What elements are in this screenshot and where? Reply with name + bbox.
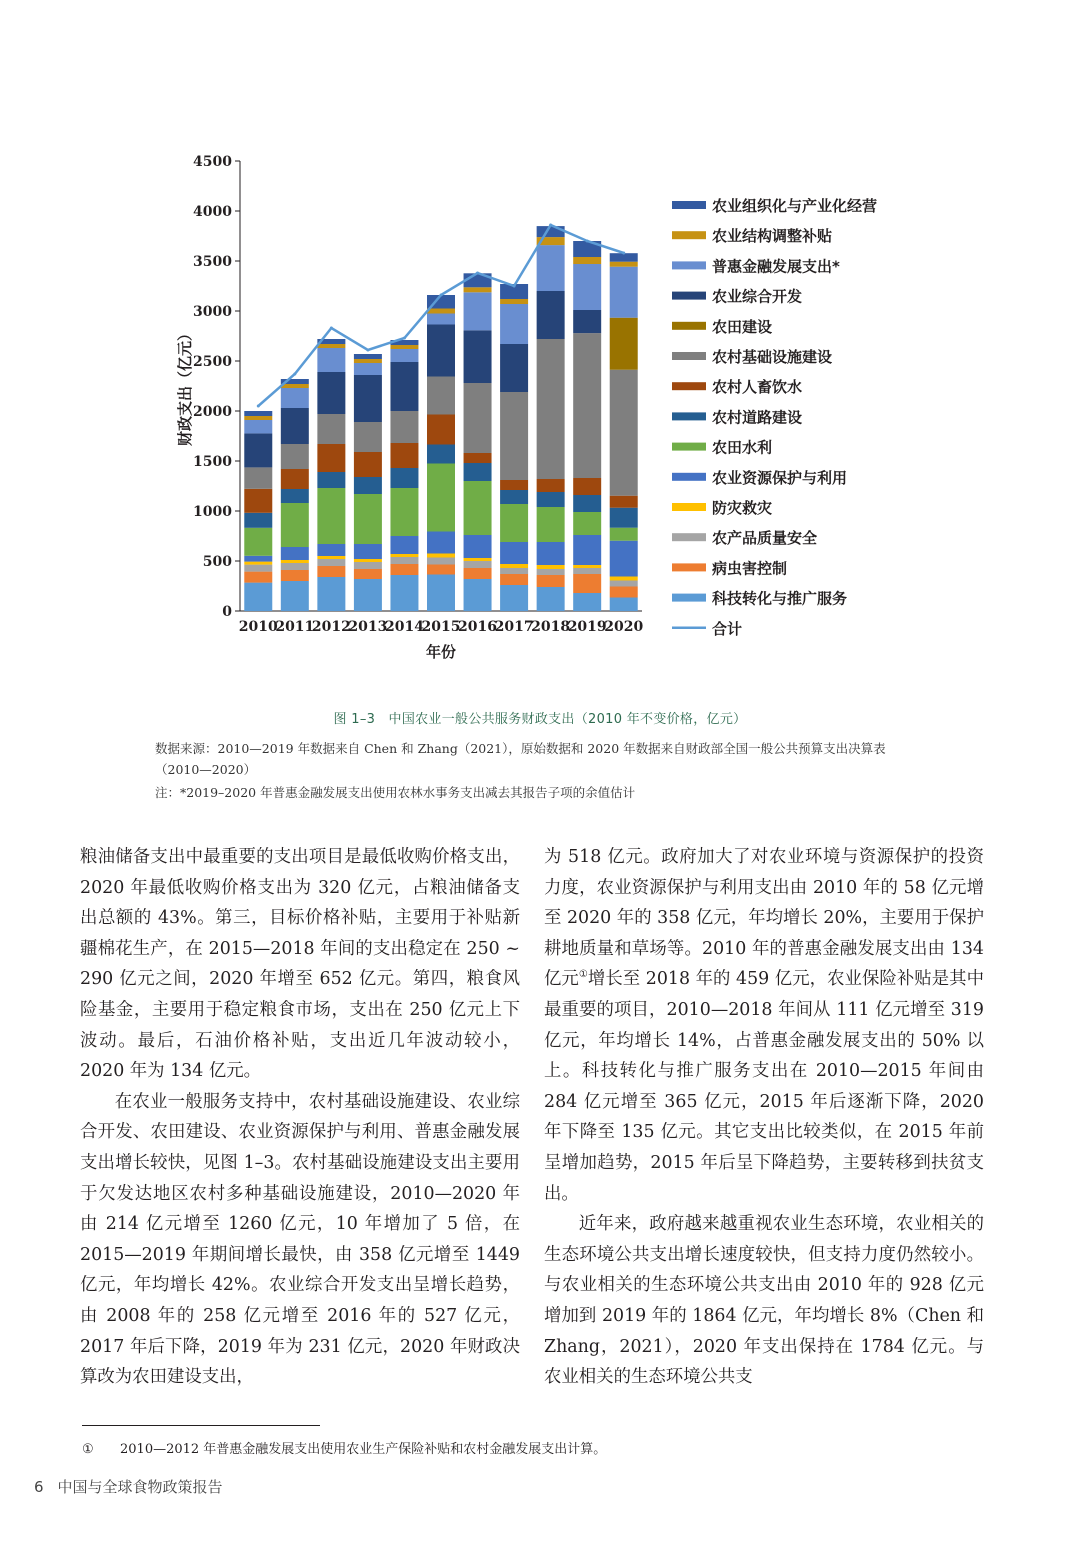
- bar-2014-series-1: [390, 564, 418, 575]
- bar-2014-series-4: [390, 536, 418, 554]
- bar-2014-series-8: [390, 411, 418, 443]
- y-axis-label: 财政支出（亿元）: [176, 325, 194, 447]
- legend-label-total: 合计: [712, 619, 743, 638]
- bar-2016-series-3: [464, 558, 492, 561]
- legend-label-6: 农村人畜饮水: [712, 378, 803, 397]
- bar-2017-series-2: [500, 568, 528, 574]
- bar-2014-series-11: [390, 349, 418, 362]
- bar-2010-series-8: [244, 467, 272, 488]
- bar-2020-series-8: [610, 370, 638, 496]
- bar-2010-series-3: [244, 562, 272, 565]
- x-tick-label-2017: 2017: [494, 619, 534, 635]
- bar-2017-series-4: [500, 542, 528, 564]
- x-tick-label-2013: 2013: [348, 619, 388, 635]
- legend-swatch-7: [672, 412, 706, 420]
- bar-2012-series-10: [317, 372, 345, 414]
- bar-2018-series-8: [537, 339, 565, 479]
- y-tick-label-1: 500: [202, 554, 232, 570]
- bar-2010-series-1: [244, 572, 272, 583]
- bar-2015-series-11: [427, 314, 455, 325]
- bar-2010-series-2: [244, 565, 272, 572]
- bar-2013-series-11: [354, 363, 382, 375]
- bar-2015-series-10: [427, 325, 455, 377]
- legend-swatch-5: [672, 352, 706, 360]
- page-footer: [34, 1476, 223, 1497]
- bar-2014-series-12: [390, 345, 418, 349]
- footnote-reference[interactable]: ①: [578, 969, 588, 981]
- bar-2013-series-5: [354, 494, 382, 544]
- x-tick-label-2015: 2015: [421, 619, 461, 635]
- legend-swatch-13: [672, 594, 706, 602]
- footnote-text: 2010—2012 年普惠金融发展支出使用农业生产保险补贴和农村金融发展支出计算。: [120, 1442, 607, 1457]
- legend-label-4: 农田建设: [712, 317, 773, 336]
- bar-2019-series-6: [573, 495, 601, 512]
- legend-swatch-3: [672, 292, 706, 300]
- bar-2017-series-8: [500, 392, 528, 480]
- total-point-2019: [586, 240, 589, 243]
- y-tick-label-5: 2500: [193, 354, 232, 370]
- bar-2013-series-7: [354, 452, 382, 477]
- bar-2018-series-6: [537, 492, 565, 507]
- bar-2015-series-6: [427, 445, 455, 464]
- y-tick-label-7: 3500: [193, 254, 232, 270]
- y-tick-label-9: 4500: [193, 154, 232, 170]
- bar-2018-series-4: [537, 542, 565, 565]
- total-point-2010: [257, 405, 260, 408]
- bar-2018-series-13: [537, 226, 565, 237]
- bar-2018-series-1: [537, 575, 565, 587]
- bar-2016-series-11: [464, 292, 492, 330]
- bar-2011-series-6: [281, 489, 309, 503]
- bar-2016-series-6: [464, 463, 492, 481]
- bar-2016-series-12: [464, 287, 492, 292]
- bar-2013-series-3: [354, 559, 382, 562]
- bar-2017-series-5: [500, 504, 528, 542]
- bar-2015-series-3: [427, 554, 455, 558]
- legend-label-3: 农业综合开发: [712, 287, 803, 306]
- body-right-column: [544, 842, 984, 1393]
- bar-2014-series-0: [390, 575, 418, 611]
- bar-2019-series-1: [573, 574, 601, 593]
- report-title: 中国与全球食物政策报告: [57, 1478, 223, 1496]
- bar-2020-series-2: [610, 581, 638, 587]
- bar-2012-series-1: [317, 566, 345, 577]
- bar-2013-series-2: [354, 562, 382, 569]
- bar-2019-series-4: [573, 535, 601, 565]
- bar-2020-series-3: [610, 577, 638, 581]
- bar-2016-series-10: [464, 330, 492, 383]
- bar-2011-series-0: [281, 581, 309, 611]
- bar-2019-series-10: [573, 310, 601, 333]
- total-point-2013: [366, 349, 369, 352]
- bar-2018-series-7: [537, 479, 565, 492]
- bar-2013-series-0: [354, 579, 382, 611]
- y-tick-label-2: 1000: [193, 504, 232, 520]
- bar-2012-series-2: [317, 559, 345, 566]
- bar-2014-series-3: [390, 554, 418, 557]
- bar-2011-series-11: [281, 388, 309, 408]
- legend-label-0: 农业组织化与产业化经营: [712, 197, 878, 215]
- bar-2012-series-6: [317, 472, 345, 488]
- bar-2019-series-7: [573, 478, 601, 495]
- bar-2018-series-0: [537, 587, 565, 611]
- body-left-paragraph-1: 粮油储备支出中最重要的支出项目是最低收购价格支出，2020 年最低收购价格支出为 320 亿元，占粮油储备支出总额的 43%。第三，目标价格补贴，主要用于补贴新疆棉花生产，在 2015—2018 年间的支出稳定在 250 ~ 290 亿元之间，2020 年增至 652 亿元。第四，粮食风险基金，主要用于稳定粮食市场，支出在 250 亿元上下波动。最后，石油价格补贴，支出近几年波动较小，2020 年为 134 亿元。: [80, 847, 520, 1082]
- bar-2010-series-7: [244, 489, 272, 513]
- bar-2015-series-1: [427, 565, 455, 575]
- body-right-paragraph-1a: 为 518 亿元。政府加大了对农业环境与资源保护的投资力度，农业资源保护与利用支出由 2010 年的 58 亿元增至 2020 年的 358 亿元，年均增长 20%，主要用于保护耕地质量和草场等。2010 年的普惠金融发展支出由 134 亿元: [544, 847, 984, 990]
- bar-2017-series-3: [500, 564, 528, 568]
- bar-2018-series-5: [537, 507, 565, 542]
- bar-2012-series-3: [317, 556, 345, 559]
- bar-2012-series-5: [317, 488, 345, 544]
- bar-2015-series-8: [427, 377, 455, 415]
- bar-2019-series-11: [573, 264, 601, 310]
- bar-2011-series-7: [281, 469, 309, 489]
- bar-2015-series-2: [427, 558, 455, 565]
- bar-2014-series-7: [390, 443, 418, 468]
- bar-2013-series-8: [354, 422, 382, 452]
- figure-source-line2: （2010—2020）: [155, 762, 257, 777]
- bar-2015-series-7: [427, 415, 455, 445]
- bar-2014-series-6: [390, 468, 418, 488]
- legend-swatch-12: [672, 563, 706, 571]
- legend-label-2: 普惠金融发展支出*: [712, 257, 840, 276]
- bar-2020-series-12: [610, 262, 638, 267]
- bar-2020-series-4: [610, 541, 638, 577]
- bar-2017-series-1: [500, 574, 528, 585]
- bar-2013-series-6: [354, 477, 382, 494]
- x-tick-label-2020: 2020: [604, 619, 644, 635]
- page-number: 6: [34, 1478, 44, 1496]
- total-point-2018: [549, 224, 552, 227]
- bar-2016-series-0: [464, 579, 492, 611]
- total-point-2011: [293, 373, 296, 376]
- bar-2017-series-0: [500, 585, 528, 611]
- body-right-paragraph-2: 近年来，政府越来越重视农业生态环境，农业相关的生态环境公共支出增长速度较快，但支持力度仍然较小。与农业相关的生态环境公共支出由 2010 年的 928 亿元增加到 2019 年的 1864 亿元，年均增长 8%（Chen 和 Zhang，2021），2020 年支出保持在 1784 亿元。与农业相关的生态环境公共支: [544, 1214, 984, 1388]
- figure-caption: 图 1–3 中国农业一般公共服务财政支出（2010 年不变价格，亿元）: [333, 712, 747, 727]
- x-tick-label-2018: 2018: [531, 619, 571, 635]
- legend-swatch-4: [672, 322, 706, 330]
- bar-2010-series-6: [244, 513, 272, 528]
- footnote: [82, 1438, 606, 1457]
- legend-label-9: 农业资源保护与利用: [712, 468, 848, 487]
- figure-source-line1: 数据来源：2010—2019 年数据来自 Chen 和 Zhang（2021），原始数据和 2020 年数据来自财政部全国一般公共预算支出决算表: [155, 741, 886, 756]
- legend-swatch-10: [672, 503, 706, 511]
- bar-2015-series-0: [427, 575, 455, 612]
- legend-label-5: 农村基础设施建设: [712, 348, 833, 366]
- y-tick-label-4: 2000: [193, 404, 232, 420]
- x-tick-label-2014: 2014: [384, 619, 424, 635]
- x-tick-label-2012: 2012: [311, 619, 351, 635]
- bar-2019-series-3: [573, 565, 601, 568]
- bar-2010-series-12: [244, 416, 272, 420]
- legend-swatch-11: [672, 533, 706, 541]
- total-point-2020: [622, 252, 625, 255]
- legend-swatch-2: [672, 261, 706, 269]
- bar-2010-series-11: [244, 420, 272, 433]
- bar-2011-series-2: [281, 563, 309, 570]
- bar-2020-series-1: [610, 587, 638, 598]
- bar-2020-series-5: [610, 528, 638, 541]
- bar-2010-series-5: [244, 528, 272, 556]
- footnote-number: ①: [82, 1442, 94, 1457]
- total-point-2015: [440, 294, 443, 297]
- bar-2020-series-0: [610, 598, 638, 612]
- bar-2019-series-0: [573, 593, 601, 611]
- total-point-2014: [403, 337, 406, 340]
- legend-swatch-8: [672, 443, 706, 451]
- bar-2011-series-4: [281, 547, 309, 560]
- bar-2018-series-10: [537, 291, 565, 339]
- body-right-paragraph-1b: 增长至 2018 年的 459 亿元，农业保险补贴是其中最重要的项目，2010—2018 年间从 111 亿元增至 319 亿元，年均增长 14%，占普惠金融发展支出的 50% 以上。科技转化与推广服务支出在 2010—2015 年间由 284 亿元增至 365 亿元，2015 年后逐渐下降，2020 年下降至 135 亿元。其它支出比较类似，在 2015 年前呈增加趋势，2015 年后呈下降趋势，主要转移到扶贫支出。: [544, 969, 984, 1204]
- x-axis-label: 年份: [425, 643, 457, 661]
- bar-2018-series-2: [537, 569, 565, 575]
- bar-2016-series-7: [464, 453, 492, 463]
- bar-2012-series-7: [317, 444, 345, 472]
- bar-2012-series-0: [317, 577, 345, 611]
- bar-2012-series-8: [317, 414, 345, 444]
- bar-2011-series-8: [281, 444, 309, 469]
- y-tick-label-6: 3000: [193, 304, 232, 320]
- footnote-divider: [82, 1425, 320, 1426]
- bar-2017-series-7: [500, 480, 528, 490]
- legend-label-7: 农村道路建设: [712, 408, 803, 427]
- y-tick-label-0: 0: [222, 604, 232, 620]
- bar-2010-series-13: [244, 411, 272, 416]
- bar-2016-series-1: [464, 568, 492, 579]
- bar-2010-series-4: [244, 556, 272, 562]
- bar-2014-series-5: [390, 488, 418, 536]
- bar-2016-series-5: [464, 481, 492, 535]
- bar-2015-series-5: [427, 464, 455, 532]
- bar-2012-series-4: [317, 544, 345, 556]
- bar-2011-series-10: [281, 408, 309, 444]
- bar-2011-series-1: [281, 570, 309, 581]
- bar-2020-series-7: [610, 496, 638, 508]
- bar-2016-series-2: [464, 561, 492, 568]
- legend-swatch-6: [672, 382, 706, 390]
- x-tick-label-2011: 2011: [275, 619, 315, 635]
- x-tick-label-2016: 2016: [458, 619, 498, 635]
- bar-2012-series-11: [317, 348, 345, 372]
- bar-2014-series-2: [390, 557, 418, 564]
- body-right-paragraph-1: [544, 842, 984, 1209]
- bar-2019-series-8: [573, 333, 601, 478]
- bar-2019-series-2: [573, 568, 601, 574]
- legend-label-13: 科技转化与推广服务: [712, 589, 848, 608]
- legend-swatch-9: [672, 473, 706, 481]
- bar-2013-series-4: [354, 544, 382, 559]
- bar-2020-series-9: [610, 318, 638, 370]
- bar-2017-series-12: [500, 299, 528, 304]
- x-tick-label-2019: 2019: [567, 619, 607, 635]
- legend-label-12: 病虫害控制: [712, 559, 788, 578]
- bar-2020-series-6: [610, 508, 638, 528]
- total-point-2016: [476, 272, 479, 275]
- bar-2011-series-5: [281, 503, 309, 547]
- bar-2019-series-12: [573, 257, 601, 264]
- bar-2010-series-10: [244, 433, 272, 467]
- bar-2013-series-13: [354, 354, 382, 359]
- legend-label-1: 农业结构调整补贴: [712, 227, 833, 246]
- bar-2016-series-8: [464, 383, 492, 453]
- bar-2017-series-6: [500, 490, 528, 504]
- legend-swatch-0: [672, 201, 706, 209]
- bar-2020-series-11: [610, 267, 638, 318]
- bar-2011-series-3: [281, 560, 309, 563]
- bar-2017-series-11: [500, 304, 528, 344]
- bar-2014-series-10: [390, 362, 418, 411]
- bar-2015-series-12: [427, 309, 455, 314]
- bar-2018-series-3: [537, 565, 565, 569]
- x-tick-label-2010: 2010: [238, 619, 278, 635]
- bar-2010-series-0: [244, 583, 272, 611]
- legend-label-8: 农田水利: [712, 438, 773, 457]
- body-left-paragraph-2: 在农业一般服务支持中，农村基础设施建设、农业综合开发、农田建设、农业资源保护与利用、普惠金融发展支出增长较快，见图 1–3。农村基础设施建设支出主要用于欠发达地区农村多种基础设施建设，2010—2020 年由 214 亿元增至 1260 亿元，10 年增加了 5 倍，在 2015—2019 年期间增长最快，由 358 亿元增至 1449 亿元，年均增长 42%。农业综合开发支出呈增长趋势，由 2008 年的 258 亿元增至 2016 年的 527 亿元，2017 年后下降，2019 年为 231 亿元，2020 年财政决算改为农田建设支出，: [80, 1091, 520, 1388]
- total-point-2017: [513, 285, 516, 288]
- bar-2013-series-12: [354, 359, 382, 363]
- figure-note: 注：*2019–2020 年普惠金融发展支出使用农林水事务支出减去其报告子项的余值估计: [155, 785, 636, 800]
- bar-2015-series-4: [427, 532, 455, 554]
- body-left-column: [80, 842, 520, 1393]
- bar-2019-series-5: [573, 512, 601, 535]
- bar-2012-series-12: [317, 344, 345, 348]
- y-tick-label-8: 4000: [193, 204, 232, 220]
- legend-swatch-1: [672, 231, 706, 239]
- bar-2011-series-12: [281, 384, 309, 388]
- legend-label-11: 农产品质量安全: [712, 529, 818, 548]
- total-point-2012: [330, 327, 333, 330]
- stacked-bar-chart: [0, 0, 1080, 700]
- y-tick-label-3: 1500: [193, 454, 232, 470]
- bar-2016-series-4: [464, 535, 492, 558]
- bar-2013-series-10: [354, 375, 382, 422]
- bar-2017-series-10: [500, 344, 528, 392]
- bar-2013-series-1: [354, 569, 382, 579]
- bar-2018-series-11: [537, 245, 565, 291]
- legend-label-10: 防灾救灾: [712, 499, 773, 517]
